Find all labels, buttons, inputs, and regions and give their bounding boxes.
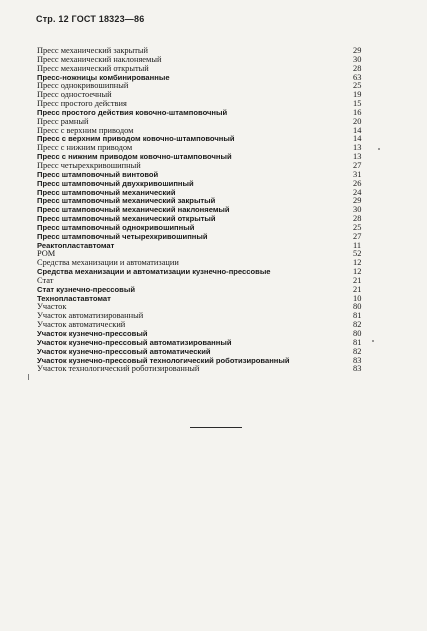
index-page-number: 19 [353, 90, 362, 100]
index-term: Пресс штамповочный механический наклоняемый [37, 205, 230, 215]
index-term: Пресс простого действия [37, 99, 127, 109]
index-term: Участок автоматический [37, 320, 126, 330]
page-speck [378, 148, 380, 150]
index-page-number: 14 [353, 134, 362, 144]
index-term: Пресс рамный [37, 116, 89, 126]
index-page-number: 20 [353, 116, 362, 126]
index-page-number: 30 [353, 205, 362, 215]
index-term: Пресс штамповочный механический [37, 187, 176, 197]
index-page-number: 11 [353, 240, 362, 250]
page-header: Стр. 12 ГОСТ 18323—86 [36, 14, 145, 24]
index-entry [37, 242, 364, 251]
index-page-number: 63 [353, 72, 362, 82]
index-page-number: 24 [353, 187, 362, 197]
page-speck [28, 374, 29, 380]
index-term: Участок кузнечно-прессовый [37, 329, 148, 338]
index-term: Пресс механический открытый [37, 63, 149, 73]
index-page-number: 10 [353, 293, 362, 303]
index-page-number: 83 [353, 364, 362, 374]
index-term: Пресс механический наклоняемый [37, 54, 162, 64]
index-term: Пресс механический закрытый [37, 46, 149, 55]
index-entry [37, 365, 364, 374]
index-term: Пресс штамповочный механический закрытый [37, 196, 216, 206]
index-term: Пресс-ножницы комбинированные [37, 72, 170, 82]
index-term: Пресс штамповочный однокривошипный [37, 222, 195, 232]
index-page-number: 82 [353, 320, 362, 330]
index-term: Средства механизации и автоматизации [37, 258, 179, 268]
index-page-number: 52 [353, 249, 362, 259]
index-term: Стат [37, 275, 54, 285]
index-term: Пресс штамповочный механический открытый [37, 214, 216, 224]
index-term: Пресс однокривошипный [37, 81, 129, 91]
index-entry [37, 295, 364, 304]
index-term: Пресс с нижним приводом [37, 143, 133, 153]
index-term: Участок кузнечно-прессовый автоматизированный [37, 337, 232, 347]
index-term: Пресс одностоечный [37, 90, 112, 100]
index-page-number: 14 [353, 125, 362, 135]
index-page-number: 21 [353, 284, 362, 294]
index-page-number: 12 [353, 258, 362, 268]
index-page-number: 28 [353, 214, 362, 224]
index-page-number: 81 [353, 311, 362, 321]
index-term: Стат кузнечно-прессовый [37, 284, 135, 294]
index-page-number: 29 [353, 46, 362, 55]
index-page-number: 16 [353, 107, 362, 117]
index-term: Участок автоматизированный [37, 311, 144, 321]
index-term: РОМ [37, 249, 56, 259]
index-term: Пресс четырехкривошипный [37, 160, 141, 170]
index-term: Пресс штамповочный двухкривошипный [37, 178, 194, 188]
index-page-number: 13 [353, 143, 362, 153]
index-page-number: 29 [353, 196, 362, 206]
page-speck [372, 340, 374, 342]
index-page-number: 25 [353, 81, 362, 91]
index-entry [37, 268, 364, 277]
index-term: Пресс штамповочный четырехкривошипный [37, 231, 208, 241]
index-page-number: 13 [353, 152, 362, 162]
index-term: Участок технологический роботизированный [37, 364, 200, 374]
index-page-number: 12 [353, 267, 362, 277]
index-page-number: 26 [353, 178, 362, 188]
index-term: Участок кузнечно-прессовый технологический роботизированный [37, 355, 290, 365]
index-page-number: 80 [353, 329, 362, 338]
index-page-number: 27 [353, 231, 362, 241]
index-page-number: 21 [353, 275, 362, 285]
index-page-number: 15 [353, 99, 362, 109]
subject-index [37, 47, 364, 374]
index-term: Участок [37, 302, 67, 312]
index-page-number: 31 [353, 169, 362, 179]
index-page-number: 30 [353, 54, 362, 64]
index-term: Средства механизации и автоматизации кузнечно-прессовые [37, 267, 271, 277]
index-term: Пресс с верхним приводом ковочно-штамповочный [37, 134, 235, 144]
index-term: Пресс с нижним приводом ковочно-штамповочный [37, 152, 232, 162]
closing-rule [190, 427, 242, 428]
index-term: Пресс штамповочный винтовой [37, 169, 159, 179]
index-term: Участок кузнечно-прессовый автоматический [37, 346, 211, 356]
index-page-number: 82 [353, 346, 362, 356]
index-page-number: 25 [353, 222, 362, 232]
index-term: Пресс с верхним приводом [37, 125, 134, 135]
index-term: Пресс простого действия ковочно-штамповочный [37, 107, 228, 117]
index-page-number: 80 [353, 302, 362, 312]
index-page-number: 83 [353, 355, 362, 365]
index-term: Технопластавтомат [37, 293, 111, 303]
index-term: Реактопластавтомат [37, 240, 115, 250]
index-page-number: 27 [353, 160, 362, 170]
index-page-number: 28 [353, 63, 362, 73]
index-page-number: 81 [353, 337, 362, 347]
